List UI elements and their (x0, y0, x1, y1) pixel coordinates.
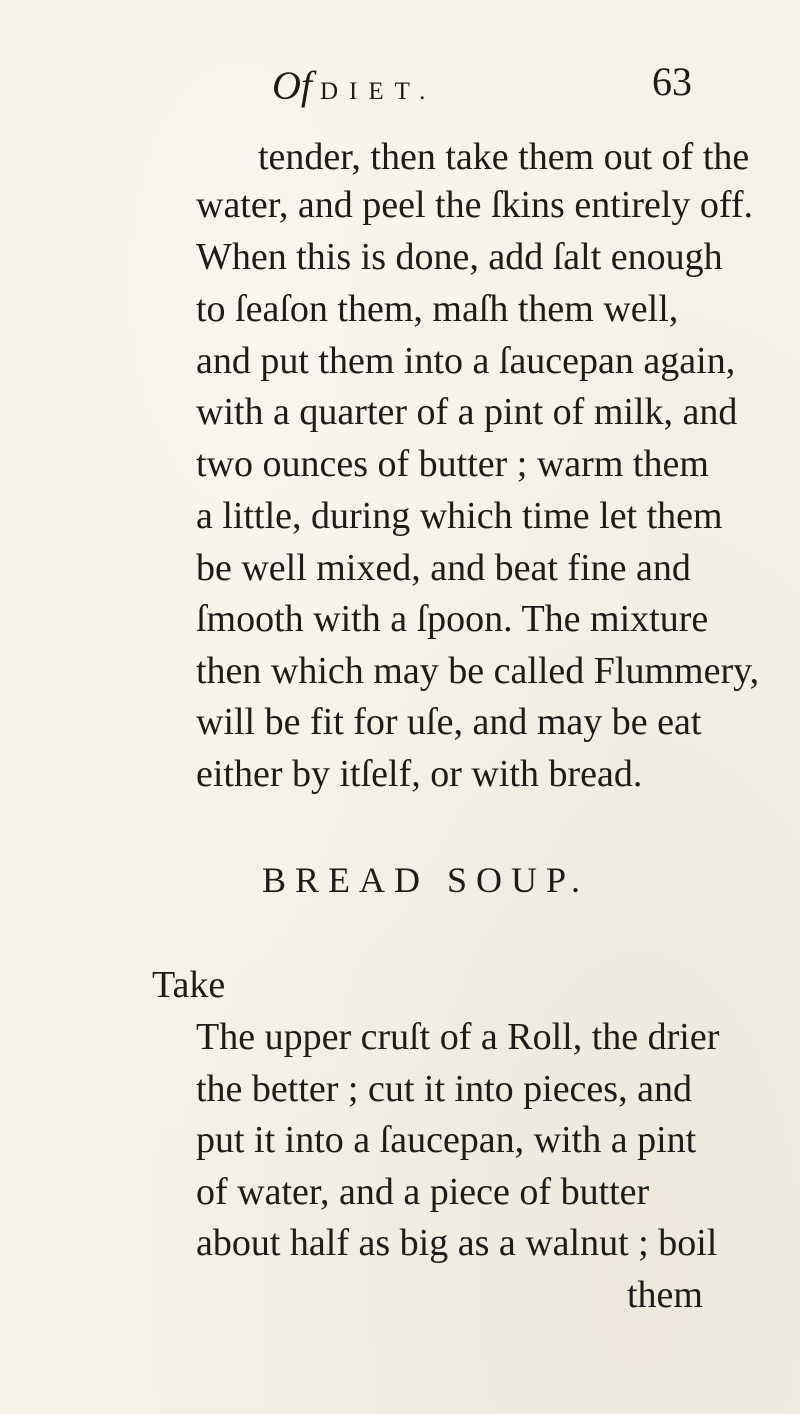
text-line: two ounces of butter ; warm them (196, 443, 709, 485)
text-line: tender, then take them out of the (258, 136, 750, 178)
catchword: them (627, 1274, 703, 1316)
text-line: water, and peel the ſkins entirely off. (196, 184, 754, 226)
text-line: of water, and a piece of butter (196, 1171, 650, 1213)
text-line: ſmooth with a ſpoon. The mixture (196, 598, 709, 640)
section-heading: BREAD SOUP. (262, 860, 590, 900)
text-line: will be fit for uſe, and may be eat (196, 701, 702, 743)
text-line: be well mixed, and beat fine and (196, 547, 691, 589)
running-title-prefix: Of (272, 63, 312, 108)
text-line: put it into a ſaucepan, with a pint (196, 1119, 697, 1161)
text-line: about half as big as a walnut ; boil (196, 1222, 718, 1264)
section-intro: Take (152, 964, 226, 1006)
text-line: and put them into a ſaucepan again, (196, 340, 736, 382)
text-line: The upper cruſt of a Roll, the drier (196, 1016, 720, 1058)
text-line: either by itſelf, or with bread. (196, 753, 643, 795)
text-line: then which may be called Flummery, (196, 650, 760, 692)
text-line: a little, during which time let them (196, 495, 723, 537)
text-line: with a quarter of a pint of milk, and (196, 391, 738, 433)
text-line: the better ; cut it into pieces, and (196, 1068, 692, 1110)
page-number: 63 (652, 59, 692, 104)
running-title-word: DIET. (320, 78, 437, 105)
text-line: to ſeaſon them, maſh them well, (196, 288, 679, 330)
text-line: When this is done, add ſalt enough (196, 236, 723, 278)
